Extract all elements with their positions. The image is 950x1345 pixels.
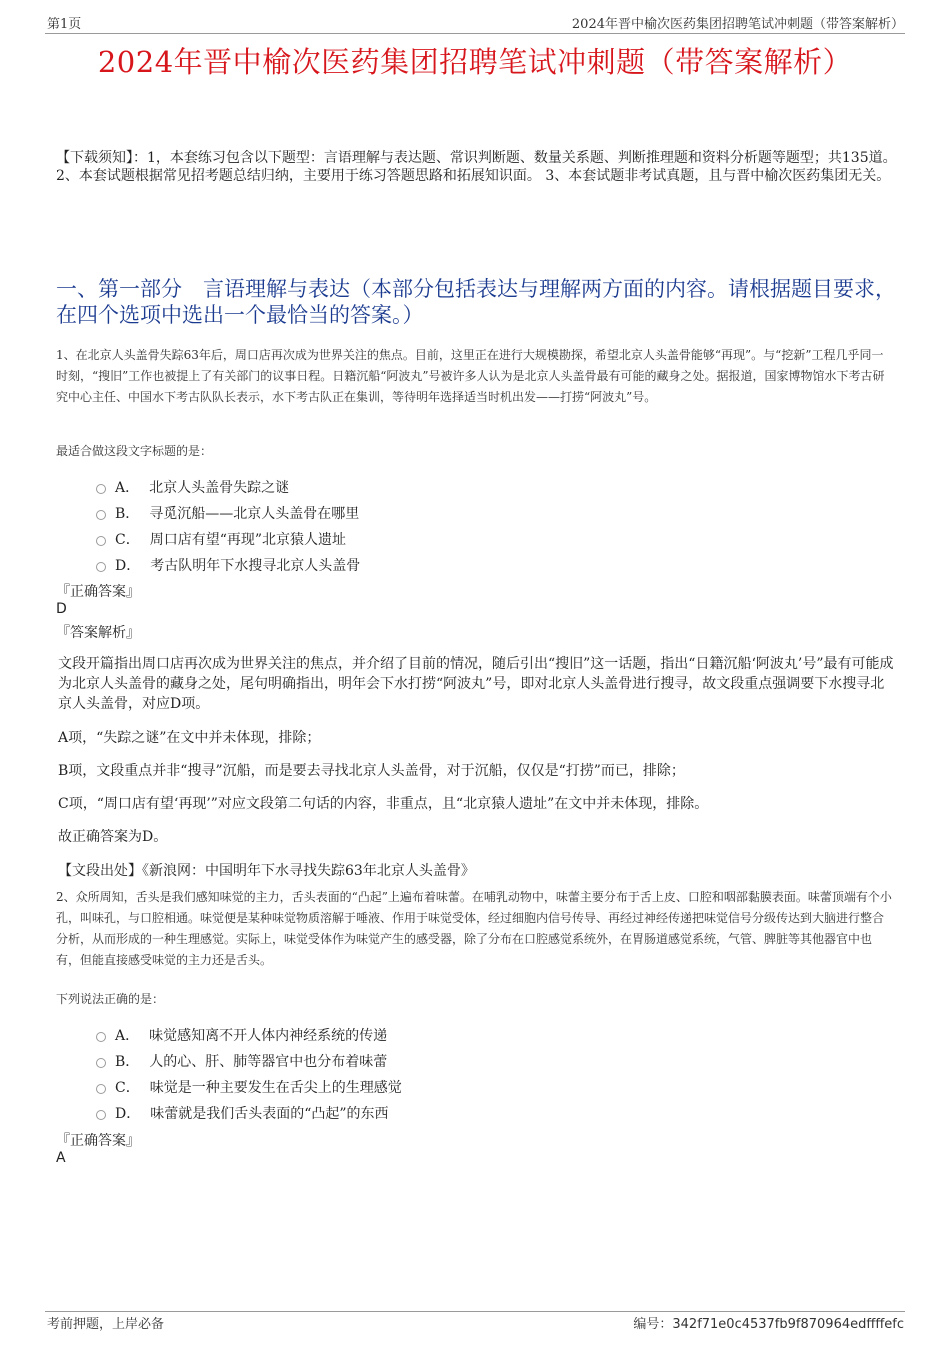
footer-code-label: 编号： bbox=[633, 1317, 673, 1332]
question-1-answer: D bbox=[56, 601, 67, 617]
question-2-text: 2、众所周知，舌头是我们感知味觉的主力，舌头表面的“凸起”上遍布着味蕾。在哺乳动物中，味蕾主要分布于舌上皮、口腔和咽部黏膜表面。味蕾顶端有个小孔，叫味孔，与口腔相通。味觉便是某种味觉物质溶解于唾液、作用于味觉受体，经过细胞内信号传导、再经过神经传递把味觉信号分级传达到大脑进行整合分析，从而形成的一种生理感觉。实际上，味觉受体作为味觉产生的感受器，除了分布在口腔感觉系统外，在胃肠道感觉系统，气管、脾脏等其他器官中也有，但能直接感受味觉的主力还是舌头。 bbox=[56, 890, 892, 967]
page-title: 2024年晋中榆次医药集团招聘笔试冲刺题（带答案解析） bbox=[97, 45, 853, 79]
option-text: 周口店有望“再现”北京猿人遗址 bbox=[149, 532, 347, 548]
option-text: 味蕾就是我们舌头表面的“凸起”的东西 bbox=[150, 1106, 389, 1122]
question-1-analysis-c: C项，“周口店有望‘再现’”对应文段第二句话的内容，非重点，且“北京猿人遗址”在文中并未体现，排除。 bbox=[58, 796, 709, 812]
question-1-analysis-a: A项，“失踪之谜”在文中并未体现，排除； bbox=[58, 730, 321, 746]
footer-code-value: 342f71e0c4537fb9f870964edffffefc bbox=[672, 1317, 904, 1332]
question-2-answer-label: 『正确答案』 bbox=[56, 1133, 140, 1149]
section-heading: 一、第一部分 言语理解与表达（本部分包括表达与理解两方面的内容。请根据题目要求，在四个选项中选出一个最恰当的答案。） bbox=[56, 277, 896, 327]
page-number: 第1页 bbox=[47, 17, 82, 32]
radio-icon[interactable] bbox=[96, 536, 106, 546]
radio-icon[interactable] bbox=[96, 562, 106, 572]
option-letter: A． bbox=[115, 480, 140, 496]
option-text: 味觉感知离不开人体内神经系统的传递 bbox=[149, 1028, 388, 1044]
option-text: 人的心、肝、肺等器官中也分布着味蕾 bbox=[149, 1054, 388, 1070]
question-2-option-c[interactable] bbox=[96, 1077, 402, 1097]
question-1-analysis: 文段开篇指出周口店再次成为世界关注的焦点，并介绍了目前的情况，随后引出“搜旧”这一话题，指出“日籍沉船‘阿波丸’号”最有可能成为北京人头盖骨的藏身之处，尾句明确指出，明年会下水打捞“阿波丸”号，即对北京人头盖骨进行搜寻，故文段重点强调要下水搜寻北京人头盖骨，对应D项。 bbox=[58, 656, 894, 712]
radio-icon[interactable] bbox=[96, 1032, 106, 1042]
header-divider bbox=[45, 33, 905, 34]
footer-slogan: 考前押题，上岸必备 bbox=[47, 1317, 165, 1332]
question-1-text: 1、在北京人头盖骨失踪63年后，周口店再次成为世界关注的焦点。目前，这里正在进行大规模勘探，希望北京人头盖骨能够“再现”。与“挖新”工程几乎同一时刻，“搜旧”工作也被提上了有关部门的议事日程。日籍沉船“阿波丸”号被许多人认为是北京人头盖骨最有可能的藏身之处。据报道，国家博物馆水下考古研究中心主任、中国水下考古队队长表示，水下考古队正在集训，等待明年选择适当时机出发——打捞“阿波丸”号。 bbox=[56, 348, 885, 404]
option-letter: B． bbox=[115, 506, 140, 522]
radio-icon[interactable] bbox=[96, 1058, 106, 1068]
question-1-prompt: 最适合做这段文字标题的是： bbox=[56, 444, 213, 458]
option-text: 味觉是一种主要发生在舌尖上的生理感觉 bbox=[149, 1080, 402, 1096]
question-2-option-d[interactable] bbox=[96, 1103, 389, 1123]
option-text: 考古队明年下水搜寻北京人头盖骨 bbox=[150, 558, 361, 574]
radio-icon[interactable] bbox=[96, 1084, 106, 1094]
radio-icon[interactable] bbox=[96, 484, 106, 494]
question-2-option-a[interactable] bbox=[96, 1025, 387, 1045]
question-1-option-d[interactable] bbox=[96, 555, 360, 575]
footer-divider bbox=[45, 1311, 905, 1312]
option-letter: C． bbox=[115, 1080, 140, 1096]
option-letter: A． bbox=[115, 1028, 140, 1044]
footer-code bbox=[633, 1313, 904, 1332]
radio-icon[interactable] bbox=[96, 510, 106, 520]
download-notice: 【下载须知】：1，本套练习包含以下题型：言语理解与表达题、常识判断题、数量关系题、判断推理题和资料分析题等题型；共135道。 2、本套试题根据常见招考题总结归纳，主要用于练习答题思路和拓展知识面。 3、本套试题非考试真题，且与晋中榆次医药集团无关。 bbox=[56, 150, 897, 184]
option-letter: D． bbox=[115, 558, 141, 574]
option-text: 寻觅沉船——北京人头盖骨在哪里 bbox=[149, 506, 360, 522]
question-2-answer: A bbox=[56, 1150, 66, 1166]
question-1-analysis-label: 『答案解析』 bbox=[56, 625, 140, 641]
question-1-answer-label: 『正确答案』 bbox=[56, 584, 140, 600]
option-letter: C． bbox=[115, 532, 140, 548]
question-1-source: 【文段出处】《新浪网：中国明年下水寻找失踪63年北京人头盖骨》 bbox=[58, 863, 475, 879]
option-letter: D． bbox=[115, 1106, 141, 1122]
header-doc-title: 2024年晋中榆次医药集团招聘笔试冲刺题（带答案解析） bbox=[571, 17, 904, 32]
question-2-option-b[interactable] bbox=[96, 1051, 387, 1071]
question-1-analysis-b: B项，文段重点并非“搜寻”沉船，而是要去寻找北京人头盖骨，对于沉船，仅仅是“打捞”而已，排除； bbox=[58, 763, 685, 779]
question-1-option-b[interactable] bbox=[96, 503, 359, 523]
question-1-conclusion: 故正确答案为D。 bbox=[58, 829, 168, 845]
question-1-option-a[interactable] bbox=[96, 477, 289, 497]
question-2-prompt: 下列说法正确的是： bbox=[56, 992, 165, 1006]
question-1-option-c[interactable] bbox=[96, 529, 346, 549]
option-text: 北京人头盖骨失踪之谜 bbox=[149, 480, 290, 496]
radio-icon[interactable] bbox=[96, 1110, 106, 1120]
option-letter: B． bbox=[115, 1054, 140, 1070]
